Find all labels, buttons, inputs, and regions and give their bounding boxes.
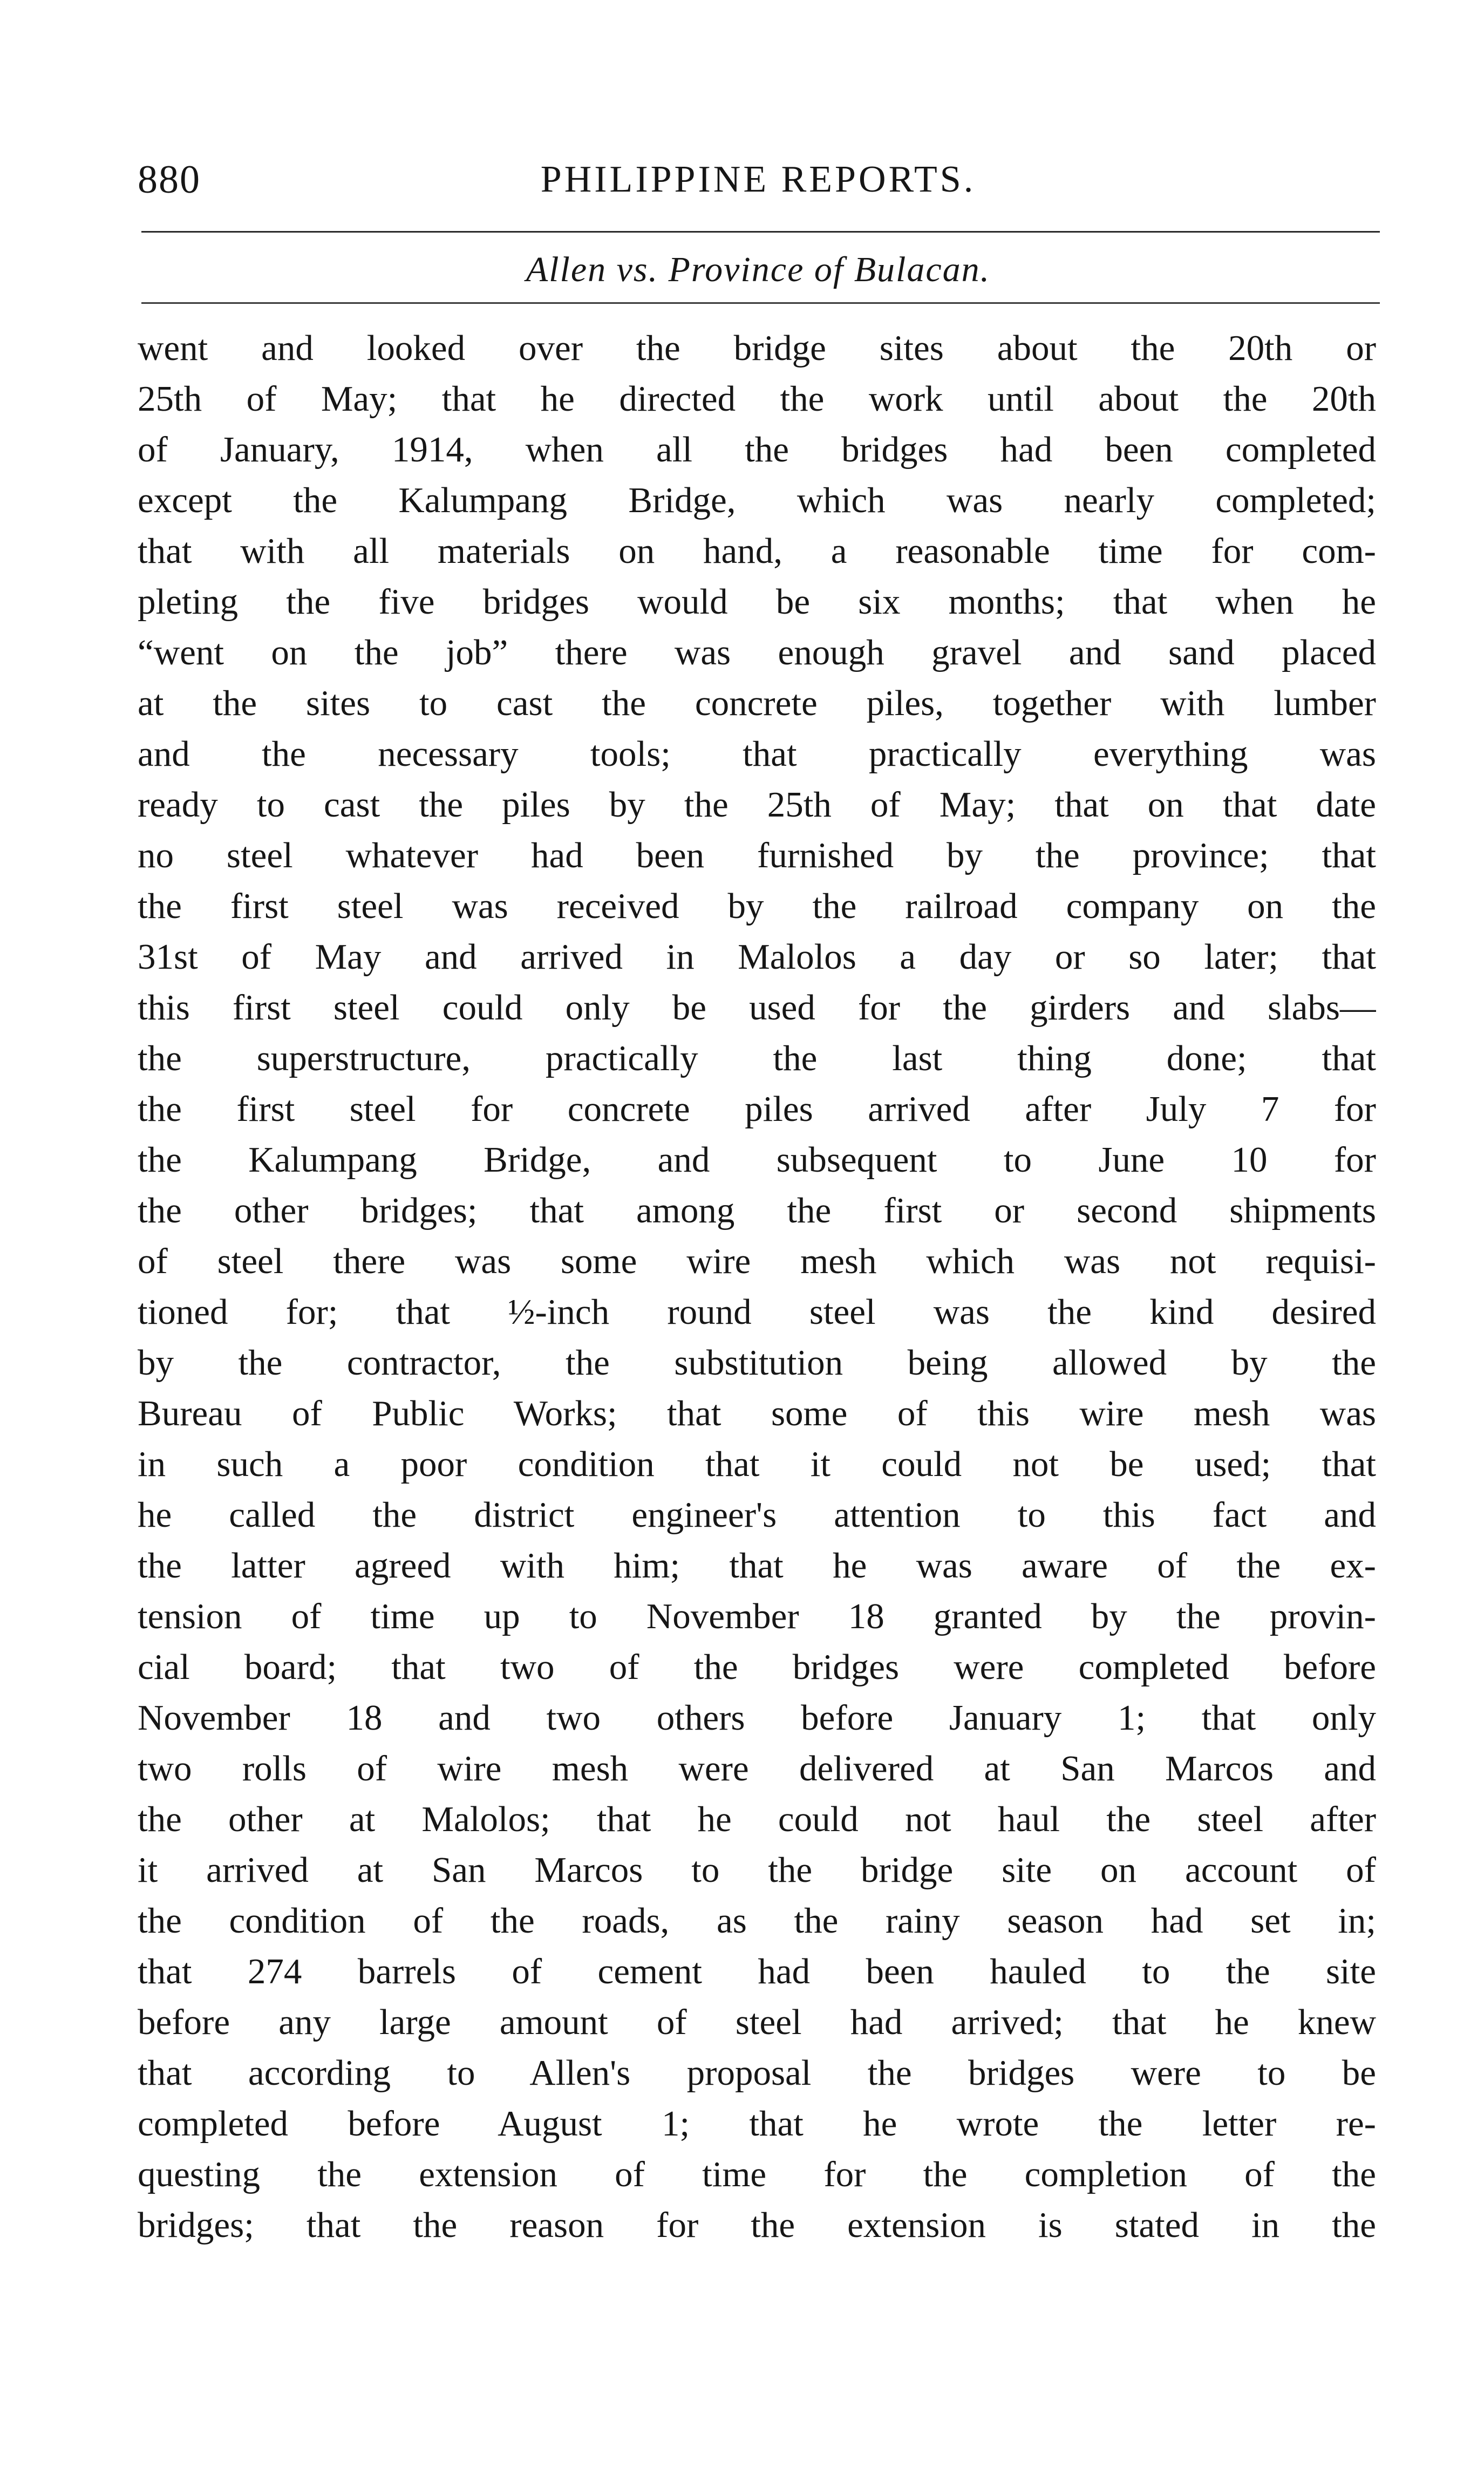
text-line: this first steel could only be used for the girders and slabs— bbox=[138, 988, 1376, 1028]
text-line: November 18 and two others before January 1; that only bbox=[138, 1698, 1376, 1738]
text-line: 25th of May; that he directed the work until about the 20th bbox=[138, 379, 1376, 419]
text-line: the superstructure, practically the last thing done; that bbox=[138, 1038, 1376, 1078]
text-line: the first steel was received by the railroad company on the bbox=[138, 886, 1376, 926]
text-line: in such a poor condition that it could not be used; that bbox=[138, 1444, 1376, 1484]
text-line: no steel whatever had been furnished by the province; that bbox=[138, 835, 1376, 875]
text-line: tension of time up to November 18 granted by the provin- bbox=[138, 1596, 1376, 1636]
text-line: by the contractor, the substitution being allowed by the bbox=[138, 1343, 1376, 1383]
text-line: and the necessary tools; that practically everything was bbox=[138, 734, 1376, 774]
text-line: questing the extension of time for the completion of the bbox=[138, 2154, 1376, 2194]
text-line: “went on the job” there was enough gravel and sand placed bbox=[138, 632, 1376, 672]
text-line: of January, 1914, when all the bridges had been completed bbox=[138, 430, 1376, 470]
text-line: cial board; that two of the bridges were completed before bbox=[138, 1647, 1376, 1687]
text-line: bridges; that the reason for the extension is stated in the bbox=[138, 2205, 1376, 2245]
text-line: it arrived at San Marcos to the bridge site on account of bbox=[138, 1850, 1376, 1890]
text-line: the condition of the roads, as the rainy season had set in; bbox=[138, 1901, 1376, 1941]
text-line: that according to Allen's proposal the bridges were to be bbox=[138, 2053, 1376, 2093]
text-line: of steel there was some wire mesh which was not requisi- bbox=[138, 1241, 1376, 1281]
text-line: two rolls of wire mesh were delivered at San Marcos and bbox=[138, 1749, 1376, 1788]
case-title: Allen vs. Province of Bulacan. bbox=[526, 250, 991, 289]
text-line: tioned for; that ½-inch round steel was the kind desired bbox=[138, 1292, 1376, 1332]
text-line: that 274 barrels of cement had been hauled to the site bbox=[138, 1951, 1376, 1991]
text-line: before any large amount of steel had arrived; that he knew bbox=[138, 2002, 1376, 2042]
journal-title: PHILIPPINE REPORTS. bbox=[540, 159, 976, 200]
text-line: the Kalumpang Bridge, and subsequent to June 10 for bbox=[138, 1140, 1376, 1180]
text-line: that with all materials on hand, a reasonable time for com- bbox=[138, 531, 1376, 571]
text-line: the other at Malolos; that he could not haul the steel after bbox=[138, 1799, 1376, 1839]
text-line: 31st of May and arrived in Malolos a day or so later; that bbox=[138, 937, 1376, 977]
text-line: at the sites to cast the concrete piles, together with lumber bbox=[138, 683, 1376, 723]
text-line: went and looked over the bridge sites about the 20th or bbox=[138, 328, 1376, 368]
text-line: the latter agreed with him; that he was aware of the ex- bbox=[138, 1546, 1376, 1586]
caption-rule bbox=[141, 302, 1380, 304]
text-line: pleting the five bridges would be six months; that when he bbox=[138, 582, 1376, 622]
text-line: the other bridges; that among the first or second shipments bbox=[138, 1191, 1376, 1230]
text-line: the first steel for concrete piles arrived after July 7 for bbox=[138, 1089, 1376, 1129]
running-head bbox=[138, 150, 1379, 209]
text-line: ready to cast the piles by the 25th of May; that on that date bbox=[138, 785, 1376, 825]
body-text bbox=[138, 323, 1376, 2250]
text-line: completed before August 1; that he wrote the letter re- bbox=[138, 2104, 1376, 2144]
text-line: he called the district engineer's attention to this fact and bbox=[138, 1495, 1376, 1535]
header-rule bbox=[141, 231, 1380, 233]
text-line: Bureau of Public Works; that some of this wire mesh was bbox=[138, 1393, 1376, 1433]
page-number: 880 bbox=[138, 158, 201, 202]
text-line: except the Kalumpang Bridge, which was nearly completed; bbox=[138, 480, 1376, 520]
